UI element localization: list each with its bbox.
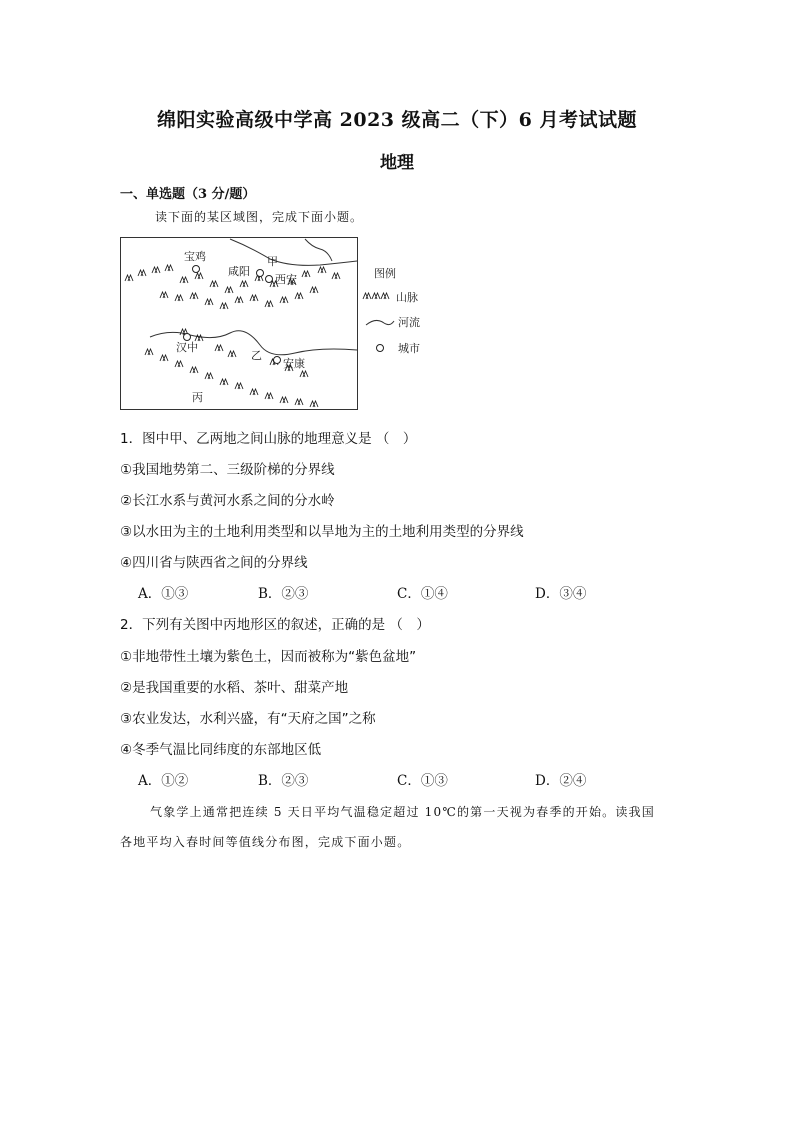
label-bing: 丙 (192, 391, 203, 404)
region-map (120, 237, 420, 412)
question-2-stem: 2．下列有关图中丙地形区的叙述，正确的是 （ ） (120, 617, 430, 633)
intro-text: 读下面的某区域图，完成下面小题。 (155, 210, 364, 224)
question-2-item-1: ①非地带性土壤为紫色土，因而被称为“紫色盆地” (120, 649, 417, 665)
question-2-item-3: ③农业发达，水利兴盛，有“天府之国”之称 (120, 711, 376, 727)
label-xian: 西安 (275, 273, 297, 286)
label-baoji: 宝鸡 (184, 250, 206, 263)
legend-title: 图例 (374, 267, 396, 280)
question-2-item-4: ④冬季气温比同纬度的东部地区低 (120, 742, 322, 758)
question-1-item-2: ②长江水系与黄河水系之间的分水岭 (120, 493, 335, 509)
question-1-item-4: ④四川省与陕西省之间的分界线 (120, 555, 308, 571)
label-xianyang: 咸阳 (228, 265, 250, 278)
question-2-choice-a[interactable]: A．①② (138, 773, 189, 789)
city-ankang-marker (274, 357, 281, 364)
question-2-choice-b[interactable]: B．②③ (258, 773, 309, 789)
city-xian-marker (266, 276, 273, 283)
question-1-choice-d[interactable]: D．③④ (535, 586, 587, 602)
question-1-choice-b[interactable]: B．②③ (258, 586, 309, 602)
river-tributary (305, 239, 332, 261)
legend-mountain: 山脉 (396, 291, 418, 304)
question-2-choice-d[interactable]: D．②④ (535, 773, 587, 789)
river-weihe (230, 239, 357, 265)
legend-city: 城市 (398, 342, 420, 355)
question-2-item-2: ②是我国重要的水稻、茶叶、甜菜产地 (120, 680, 349, 696)
legend-river-icon (366, 320, 394, 325)
city-hanzhong-marker (184, 334, 191, 341)
question-1-item-3: ③以水田为主的土地利用类型和以旱地为主的土地利用类型的分界线 (120, 524, 524, 540)
city-baoji-marker (193, 266, 200, 273)
map-legend (363, 266, 420, 355)
question-2-choice-c[interactable]: C．①③ (397, 773, 448, 789)
legend-river: 河流 (398, 316, 420, 329)
legend-city-icon (377, 345, 384, 352)
page-title: 绵阳实验高级中学高 2023 级高二（下）6 月考试试题 (157, 109, 637, 131)
paragraph-line-2: 各地平均入春时间等值线分布图，完成下面小题。 (120, 835, 411, 849)
question-1-choice-a[interactable]: A．①③ (138, 586, 189, 602)
label-yi: 乙 (251, 349, 262, 362)
label-hanzhong: 汉中 (176, 341, 198, 354)
question-1-choice-c[interactable]: C．①④ (397, 586, 448, 602)
question-1-item-1: ①我国地势第二、三级阶梯的分界线 (120, 462, 335, 478)
legend-mountain-icon (363, 293, 371, 299)
label-jia: 甲 (267, 255, 278, 268)
question-1-stem: 1．图中甲、乙两地之间山脉的地理意义是 （ ） (120, 431, 417, 447)
section-heading: 一、单选题（3 分/题） (120, 187, 256, 202)
subject-title: 地理 (380, 153, 414, 173)
city-xianyang-marker (257, 270, 264, 277)
paragraph-line-1: 气象学上通常把连续 5 天日平均气温稳定超过 10℃的第一天视为春季的开始。读我国 (150, 805, 655, 819)
map-frame (121, 238, 358, 410)
label-ankang: 安康 (283, 357, 305, 370)
